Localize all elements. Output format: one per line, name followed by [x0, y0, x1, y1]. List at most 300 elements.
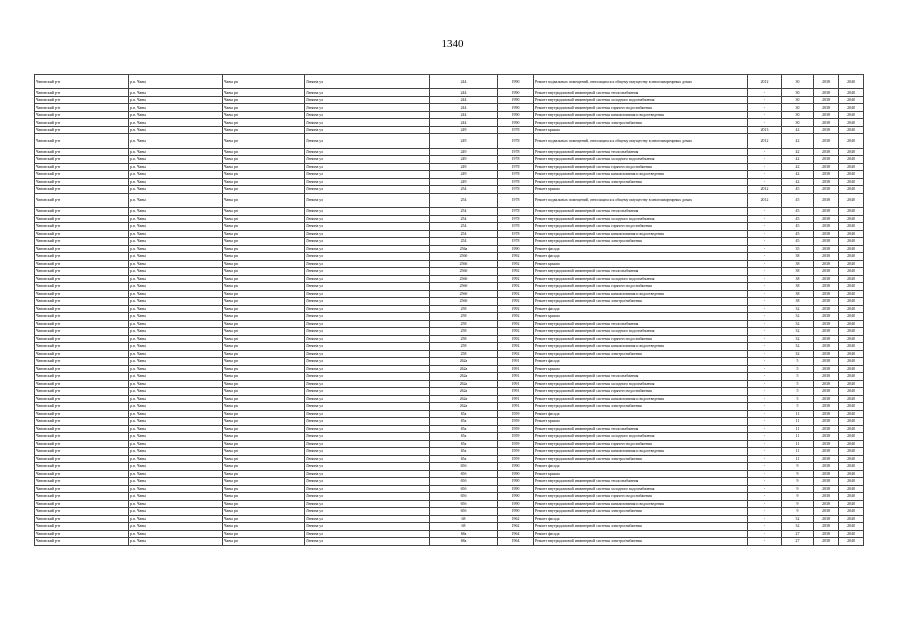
- district-cell: Чановский р-н: [35, 523, 129, 531]
- table-row: [35, 275, 864, 283]
- plan-start-year-cell: 2038: [814, 380, 839, 388]
- wear-percent-cell: 5: [782, 395, 814, 403]
- district-cell: Чановский р-н: [35, 223, 129, 231]
- street-cell: Ленина ул: [305, 186, 430, 194]
- build-year-cell: 1992: [498, 290, 534, 298]
- house-number-cell: 256б: [430, 283, 498, 291]
- table-row: [35, 104, 864, 112]
- table-row: [35, 508, 864, 516]
- house-number-cell: 256б: [430, 260, 498, 268]
- last-repair-year-cell: -: [748, 523, 782, 531]
- work-type-cell: Ремонт крыши: [534, 186, 748, 194]
- last-repair-year-cell: -: [748, 245, 782, 253]
- table-row: [35, 500, 864, 508]
- house-number-cell: 256б: [430, 253, 498, 261]
- house-number-cell: 249: [430, 171, 498, 179]
- locality-cell: Чаны рп: [223, 313, 305, 321]
- last-repair-year-cell: -: [748, 403, 782, 411]
- plan-end-year-cell: 2040: [839, 418, 864, 426]
- work-type-cell: Ремонт крыши: [534, 313, 748, 321]
- district-cell: Чановский р-н: [35, 530, 129, 538]
- house-number-cell: 256б: [430, 268, 498, 276]
- build-year-cell: 1978: [498, 223, 534, 231]
- settlement-cell: р.п. Чаны: [129, 298, 223, 306]
- build-year-cell: 1990: [498, 96, 534, 104]
- locality-cell: Чаны рп: [223, 75, 305, 89]
- street-cell: Ленина ул: [305, 163, 430, 171]
- work-type-cell: Ремонт внутридомовой инженерной системы холодного водоснабжения: [534, 275, 748, 283]
- table-row: [35, 178, 864, 186]
- locality-cell: Чаны рп: [223, 388, 305, 396]
- work-type-cell: Ремонт внутридомовой инженерной системы электроснабжения: [534, 238, 748, 246]
- settlement-cell: р.п. Чаны: [129, 104, 223, 112]
- house-number-cell: 68а: [430, 530, 498, 538]
- work-type-cell: Ремонт внутридомовой инженерной системы канализования и водоотведения: [534, 171, 748, 179]
- district-cell: Чановский р-н: [35, 126, 129, 134]
- district-cell: Чановский р-н: [35, 245, 129, 253]
- table-row: [35, 358, 864, 366]
- settlement-cell: р.п. Чаны: [129, 283, 223, 291]
- wear-percent-cell: 45: [782, 238, 814, 246]
- settlement-cell: р.п. Чаны: [129, 163, 223, 171]
- wear-percent-cell: 11: [782, 433, 814, 441]
- district-cell: Чановский р-н: [35, 75, 129, 89]
- build-year-cell: 1978: [498, 215, 534, 223]
- wear-percent-cell: 30: [782, 75, 814, 89]
- last-repair-year-cell: -: [748, 425, 782, 433]
- house-number-cell: 262а: [430, 358, 498, 366]
- table-row: [35, 171, 864, 179]
- wear-percent-cell: 42: [782, 156, 814, 164]
- wear-percent-cell: 45: [782, 223, 814, 231]
- settlement-cell: р.п. Чаны: [129, 313, 223, 321]
- plan-end-year-cell: 2040: [839, 403, 864, 411]
- plan-end-year-cell: 2040: [839, 463, 864, 471]
- build-year-cell: 1978: [498, 126, 534, 134]
- locality-cell: Чаны рп: [223, 403, 305, 411]
- plan-start-year-cell: 2038: [814, 245, 839, 253]
- table-row: [35, 485, 864, 493]
- plan-start-year-cell: 2038: [814, 75, 839, 89]
- house-number-cell: 254: [430, 186, 498, 194]
- house-number-cell: 244: [430, 89, 498, 97]
- settlement-cell: р.п. Чаны: [129, 328, 223, 336]
- plan-start-year-cell: 2038: [814, 268, 839, 276]
- locality-cell: Чаны рп: [223, 508, 305, 516]
- plan-start-year-cell: 2038: [814, 230, 839, 238]
- table-row: [35, 156, 864, 164]
- plan-end-year-cell: 2040: [839, 104, 864, 112]
- plan-start-year-cell: 2038: [814, 343, 839, 351]
- plan-start-year-cell: 2038: [814, 500, 839, 508]
- settlement-cell: р.п. Чаны: [129, 290, 223, 298]
- street-cell: Ленина ул: [305, 418, 430, 426]
- work-type-cell: Ремонт внутридомовой инженерной системы холодного водоснабжения: [534, 433, 748, 441]
- work-type-cell: Ремонт внутридомовой инженерной системы канализования и водоотведения: [534, 111, 748, 119]
- locality-cell: Чаны рп: [223, 538, 305, 546]
- house-number-cell: 65б: [430, 478, 498, 486]
- plan-start-year-cell: 2038: [814, 290, 839, 298]
- plan-start-year-cell: 2038: [814, 388, 839, 396]
- plan-end-year-cell: 2040: [839, 500, 864, 508]
- table-row: [35, 418, 864, 426]
- house-number-cell: 254: [430, 215, 498, 223]
- street-cell: Ленина ул: [305, 470, 430, 478]
- build-year-cell: 1990: [498, 508, 534, 516]
- street-cell: Ленина ул: [305, 538, 430, 546]
- district-cell: Чановский р-н: [35, 313, 129, 321]
- wear-percent-cell: 30: [782, 111, 814, 119]
- district-cell: Чановский р-н: [35, 380, 129, 388]
- plan-start-year-cell: 2038: [814, 350, 839, 358]
- plan-end-year-cell: 2040: [839, 230, 864, 238]
- plan-end-year-cell: 2040: [839, 350, 864, 358]
- street-cell: Ленина ул: [305, 245, 430, 253]
- district-cell: Чановский р-н: [35, 119, 129, 127]
- plan-end-year-cell: 2040: [839, 245, 864, 253]
- plan-start-year-cell: 2038: [814, 193, 839, 207]
- district-cell: Чановский р-н: [35, 433, 129, 441]
- street-cell: Ленина ул: [305, 500, 430, 508]
- wear-percent-cell: 27: [782, 530, 814, 538]
- settlement-cell: р.п. Чаны: [129, 493, 223, 501]
- last-repair-year-cell: -: [748, 223, 782, 231]
- street-cell: Ленина ул: [305, 75, 430, 89]
- district-cell: Чановский р-н: [35, 410, 129, 418]
- settlement-cell: р.п. Чаны: [129, 245, 223, 253]
- settlement-cell: р.п. Чаны: [129, 515, 223, 523]
- work-type-cell: Ремонт крыши: [534, 470, 748, 478]
- locality-cell: Чаны рп: [223, 373, 305, 381]
- district-cell: Чановский р-н: [35, 358, 129, 366]
- work-type-cell: Ремонт внутридомовой инженерной системы теплоснабжения: [534, 425, 748, 433]
- house-number-cell: 258: [430, 305, 498, 313]
- plan-end-year-cell: 2040: [839, 313, 864, 321]
- table-row: [35, 530, 864, 538]
- plan-end-year-cell: 2040: [839, 410, 864, 418]
- district-cell: Чановский р-н: [35, 508, 129, 516]
- street-cell: Ленина ул: [305, 493, 430, 501]
- street-cell: Ленина ул: [305, 253, 430, 261]
- table-row: [35, 328, 864, 336]
- work-type-cell: Ремонт фасада: [534, 305, 748, 313]
- last-repair-year-cell: -: [748, 253, 782, 261]
- build-year-cell: 1978: [498, 230, 534, 238]
- locality-cell: Чаны рп: [223, 223, 305, 231]
- street-cell: Ленина ул: [305, 365, 430, 373]
- street-cell: Ленина ул: [305, 223, 430, 231]
- settlement-cell: р.п. Чаны: [129, 410, 223, 418]
- table-row: [35, 403, 864, 411]
- settlement-cell: р.п. Чаны: [129, 171, 223, 179]
- table-row: [35, 283, 864, 291]
- wear-percent-cell: 11: [782, 440, 814, 448]
- table-row: [35, 260, 864, 268]
- plan-end-year-cell: 2040: [839, 455, 864, 463]
- district-cell: Чановский р-н: [35, 538, 129, 546]
- wear-percent-cell: 5: [782, 358, 814, 366]
- plan-start-year-cell: 2038: [814, 119, 839, 127]
- district-cell: Чановский р-н: [35, 290, 129, 298]
- wear-percent-cell: 45: [782, 230, 814, 238]
- locality-cell: Чаны рп: [223, 208, 305, 216]
- wear-percent-cell: 42: [782, 134, 814, 148]
- wear-percent-cell: 42: [782, 163, 814, 171]
- settlement-cell: р.п. Чаны: [129, 230, 223, 238]
- house-number-cell: 256б: [430, 275, 498, 283]
- build-year-cell: 1959: [498, 433, 534, 441]
- district-cell: Чановский р-н: [35, 208, 129, 216]
- wear-percent-cell: 27: [782, 538, 814, 546]
- wear-percent-cell: 30: [782, 104, 814, 112]
- plan-end-year-cell: 2040: [839, 320, 864, 328]
- street-cell: Ленина ул: [305, 410, 430, 418]
- district-cell: Чановский р-н: [35, 388, 129, 396]
- build-year-cell: 1992: [498, 350, 534, 358]
- build-year-cell: 1959: [498, 418, 534, 426]
- build-year-cell: 1964: [498, 538, 534, 546]
- work-type-cell: Ремонт внутридомовой инженерной системы холодного водоснабжения: [534, 156, 748, 164]
- plan-end-year-cell: 2040: [839, 89, 864, 97]
- plan-end-year-cell: 2040: [839, 448, 864, 456]
- table-row: [35, 410, 864, 418]
- last-repair-year-cell: -: [748, 148, 782, 156]
- work-type-cell: Ремонт фасада: [534, 410, 748, 418]
- build-year-cell: 1978: [498, 178, 534, 186]
- house-number-cell: 65а: [430, 440, 498, 448]
- locality-cell: Чаны рп: [223, 343, 305, 351]
- plan-end-year-cell: 2040: [839, 253, 864, 261]
- table-row: [35, 89, 864, 97]
- plan-start-year-cell: 2038: [814, 320, 839, 328]
- house-number-cell: 262а: [430, 395, 498, 403]
- table-row: [35, 163, 864, 171]
- plan-end-year-cell: 2040: [839, 215, 864, 223]
- locality-cell: Чаны рп: [223, 260, 305, 268]
- plan-end-year-cell: 2040: [839, 538, 864, 546]
- locality-cell: Чаны рп: [223, 96, 305, 104]
- district-cell: Чановский р-н: [35, 238, 129, 246]
- work-type-cell: Ремонт внутридомовой инженерной системы электроснабжения: [534, 178, 748, 186]
- wear-percent-cell: 38: [782, 283, 814, 291]
- wear-percent-cell: 38: [782, 290, 814, 298]
- district-cell: Чановский р-н: [35, 305, 129, 313]
- settlement-cell: р.п. Чаны: [129, 508, 223, 516]
- district-cell: Чановский р-н: [35, 163, 129, 171]
- district-cell: Чановский р-н: [35, 89, 129, 97]
- locality-cell: Чаны рп: [223, 245, 305, 253]
- work-type-cell: Ремонт внутридомовой инженерной системы электроснабжения: [534, 298, 748, 306]
- table-row: [35, 148, 864, 156]
- street-cell: Ленина ул: [305, 455, 430, 463]
- settlement-cell: р.п. Чаны: [129, 215, 223, 223]
- build-year-cell: 1990: [498, 463, 534, 471]
- street-cell: Ленина ул: [305, 335, 430, 343]
- street-cell: Ленина ул: [305, 530, 430, 538]
- settlement-cell: р.п. Чаны: [129, 75, 223, 89]
- work-type-cell: Ремонт внутридомовой инженерной системы холодного водоснабжения: [534, 328, 748, 336]
- settlement-cell: р.п. Чаны: [129, 395, 223, 403]
- settlement-cell: р.п. Чаны: [129, 403, 223, 411]
- build-year-cell: 1978: [498, 163, 534, 171]
- district-cell: Чановский р-н: [35, 350, 129, 358]
- district-cell: Чановский р-н: [35, 485, 129, 493]
- last-repair-year-cell: -: [748, 365, 782, 373]
- last-repair-year-cell: -: [748, 208, 782, 216]
- last-repair-year-cell: -: [748, 328, 782, 336]
- locality-cell: Чаны рп: [223, 104, 305, 112]
- wear-percent-cell: 42: [782, 148, 814, 156]
- settlement-cell: р.п. Чаны: [129, 208, 223, 216]
- settlement-cell: р.п. Чаны: [129, 126, 223, 134]
- district-cell: Чановский р-н: [35, 470, 129, 478]
- plan-end-year-cell: 2040: [839, 283, 864, 291]
- last-repair-year-cell: -: [748, 313, 782, 321]
- wear-percent-cell: 11: [782, 448, 814, 456]
- street-cell: Ленина ул: [305, 215, 430, 223]
- work-type-cell: Ремонт подвальных помещений, относящихся к общему имуществу в многоквартирных домах: [534, 134, 748, 148]
- work-type-cell: Ремонт внутридомовой инженерной системы электроснабжения: [534, 350, 748, 358]
- street-cell: Ленина ул: [305, 515, 430, 523]
- house-number-cell: 68: [430, 523, 498, 531]
- district-cell: Чановский р-н: [35, 253, 129, 261]
- build-year-cell: 1992: [498, 283, 534, 291]
- last-repair-year-cell: -: [748, 104, 782, 112]
- last-repair-year-cell: -: [748, 388, 782, 396]
- plan-start-year-cell: 2038: [814, 96, 839, 104]
- locality-cell: Чаны рп: [223, 148, 305, 156]
- locality-cell: Чаны рп: [223, 478, 305, 486]
- house-number-cell: 262а: [430, 403, 498, 411]
- house-number-cell: 262а: [430, 365, 498, 373]
- table-row: [35, 440, 864, 448]
- district-cell: Чановский р-н: [35, 193, 129, 207]
- plan-start-year-cell: 2038: [814, 335, 839, 343]
- street-cell: Ленина ул: [305, 126, 430, 134]
- locality-cell: Чаны рп: [223, 410, 305, 418]
- last-repair-year-cell: 2012: [748, 186, 782, 194]
- wear-percent-cell: 30: [782, 96, 814, 104]
- house-number-cell: 262а: [430, 373, 498, 381]
- last-repair-year-cell: -: [748, 350, 782, 358]
- table-row: [35, 343, 864, 351]
- work-type-cell: Ремонт внутридомовой инженерной системы канализования и водоотведения: [534, 290, 748, 298]
- plan-end-year-cell: 2040: [839, 178, 864, 186]
- settlement-cell: р.п. Чаны: [129, 388, 223, 396]
- build-year-cell: 1991: [498, 403, 534, 411]
- settlement-cell: р.п. Чаны: [129, 448, 223, 456]
- house-number-cell: 244: [430, 104, 498, 112]
- district-cell: Чановский р-н: [35, 328, 129, 336]
- street-cell: Ленина ул: [305, 193, 430, 207]
- settlement-cell: р.п. Чаны: [129, 463, 223, 471]
- work-type-cell: Ремонт внутридомовой инженерной системы холодного водоснабжения: [534, 380, 748, 388]
- plan-start-year-cell: 2038: [814, 163, 839, 171]
- street-cell: Ленина ул: [305, 178, 430, 186]
- work-type-cell: Ремонт внутридомовой инженерной системы холодного водоснабжения: [534, 96, 748, 104]
- plan-start-year-cell: 2038: [814, 148, 839, 156]
- last-repair-year-cell: -: [748, 275, 782, 283]
- last-repair-year-cell: 2013: [748, 126, 782, 134]
- wear-percent-cell: 9: [782, 508, 814, 516]
- last-repair-year-cell: -: [748, 298, 782, 306]
- work-type-cell: Ремонт внутридомовой инженерной системы канализования и водоотведения: [534, 395, 748, 403]
- work-type-cell: Ремонт внутридомовой инженерной системы горячего водоснабжения: [534, 335, 748, 343]
- plan-start-year-cell: 2038: [814, 186, 839, 194]
- locality-cell: Чаны рп: [223, 380, 305, 388]
- locality-cell: Чаны рп: [223, 395, 305, 403]
- build-year-cell: 1992: [498, 260, 534, 268]
- last-repair-year-cell: -: [748, 448, 782, 456]
- house-number-cell: 65а: [430, 433, 498, 441]
- work-type-cell: Ремонт подвальных помещений, относящихся к общему имуществу в многоквартирных домах: [534, 193, 748, 207]
- district-cell: Чановский р-н: [35, 320, 129, 328]
- last-repair-year-cell: -: [748, 470, 782, 478]
- settlement-cell: р.п. Чаны: [129, 260, 223, 268]
- street-cell: Ленина ул: [305, 96, 430, 104]
- wear-percent-cell: 30: [782, 89, 814, 97]
- street-cell: Ленина ул: [305, 156, 430, 164]
- work-type-cell: Ремонт крыши: [534, 126, 748, 134]
- house-number-cell: 258: [430, 335, 498, 343]
- locality-cell: Чаны рп: [223, 440, 305, 448]
- wear-percent-cell: 5: [782, 403, 814, 411]
- plan-start-year-cell: 2038: [814, 208, 839, 216]
- plan-end-year-cell: 2040: [839, 111, 864, 119]
- street-cell: Ленина ул: [305, 425, 430, 433]
- last-repair-year-cell: -: [748, 163, 782, 171]
- district-cell: Чановский р-н: [35, 418, 129, 426]
- build-year-cell: 1959: [498, 448, 534, 456]
- wear-percent-cell: 45: [782, 186, 814, 194]
- plan-end-year-cell: 2040: [839, 75, 864, 89]
- wear-percent-cell: 11: [782, 418, 814, 426]
- settlement-cell: р.п. Чаны: [129, 373, 223, 381]
- work-type-cell: Ремонт крыши: [534, 260, 748, 268]
- plan-end-year-cell: 2040: [839, 508, 864, 516]
- wear-percent-cell: 38: [782, 268, 814, 276]
- table-body: [35, 75, 864, 546]
- plan-start-year-cell: 2038: [814, 425, 839, 433]
- street-cell: Ленина ул: [305, 89, 430, 97]
- plan-start-year-cell: 2038: [814, 328, 839, 336]
- locality-cell: Чаны рп: [223, 111, 305, 119]
- work-type-cell: Ремонт внутридомовой инженерной системы холодного водоснабжения: [534, 485, 748, 493]
- district-cell: Чановский р-н: [35, 335, 129, 343]
- street-cell: Ленина ул: [305, 119, 430, 127]
- house-number-cell: 65а: [430, 425, 498, 433]
- table-row: [35, 75, 864, 89]
- work-type-cell: Ремонт внутридомовой инженерной системы горячего водоснабжения: [534, 440, 748, 448]
- locality-cell: Чаны рп: [223, 485, 305, 493]
- build-year-cell: 1964: [498, 530, 534, 538]
- work-type-cell: Ремонт подвальных помещений, относящихся к общему имуществу в многоквартирных домах: [534, 75, 748, 89]
- plan-start-year-cell: 2038: [814, 365, 839, 373]
- wear-percent-cell: 32: [782, 343, 814, 351]
- wear-percent-cell: 5: [782, 380, 814, 388]
- plan-end-year-cell: 2040: [839, 515, 864, 523]
- last-repair-year-cell: -: [748, 260, 782, 268]
- settlement-cell: р.п. Чаны: [129, 119, 223, 127]
- plan-start-year-cell: 2038: [814, 126, 839, 134]
- plan-start-year-cell: 2038: [814, 275, 839, 283]
- street-cell: Ленина ул: [305, 478, 430, 486]
- table-row: [35, 253, 864, 261]
- house-number-cell: 65а: [430, 418, 498, 426]
- locality-cell: Чаны рп: [223, 163, 305, 171]
- wear-percent-cell: 32: [782, 320, 814, 328]
- house-number-cell: 65б: [430, 470, 498, 478]
